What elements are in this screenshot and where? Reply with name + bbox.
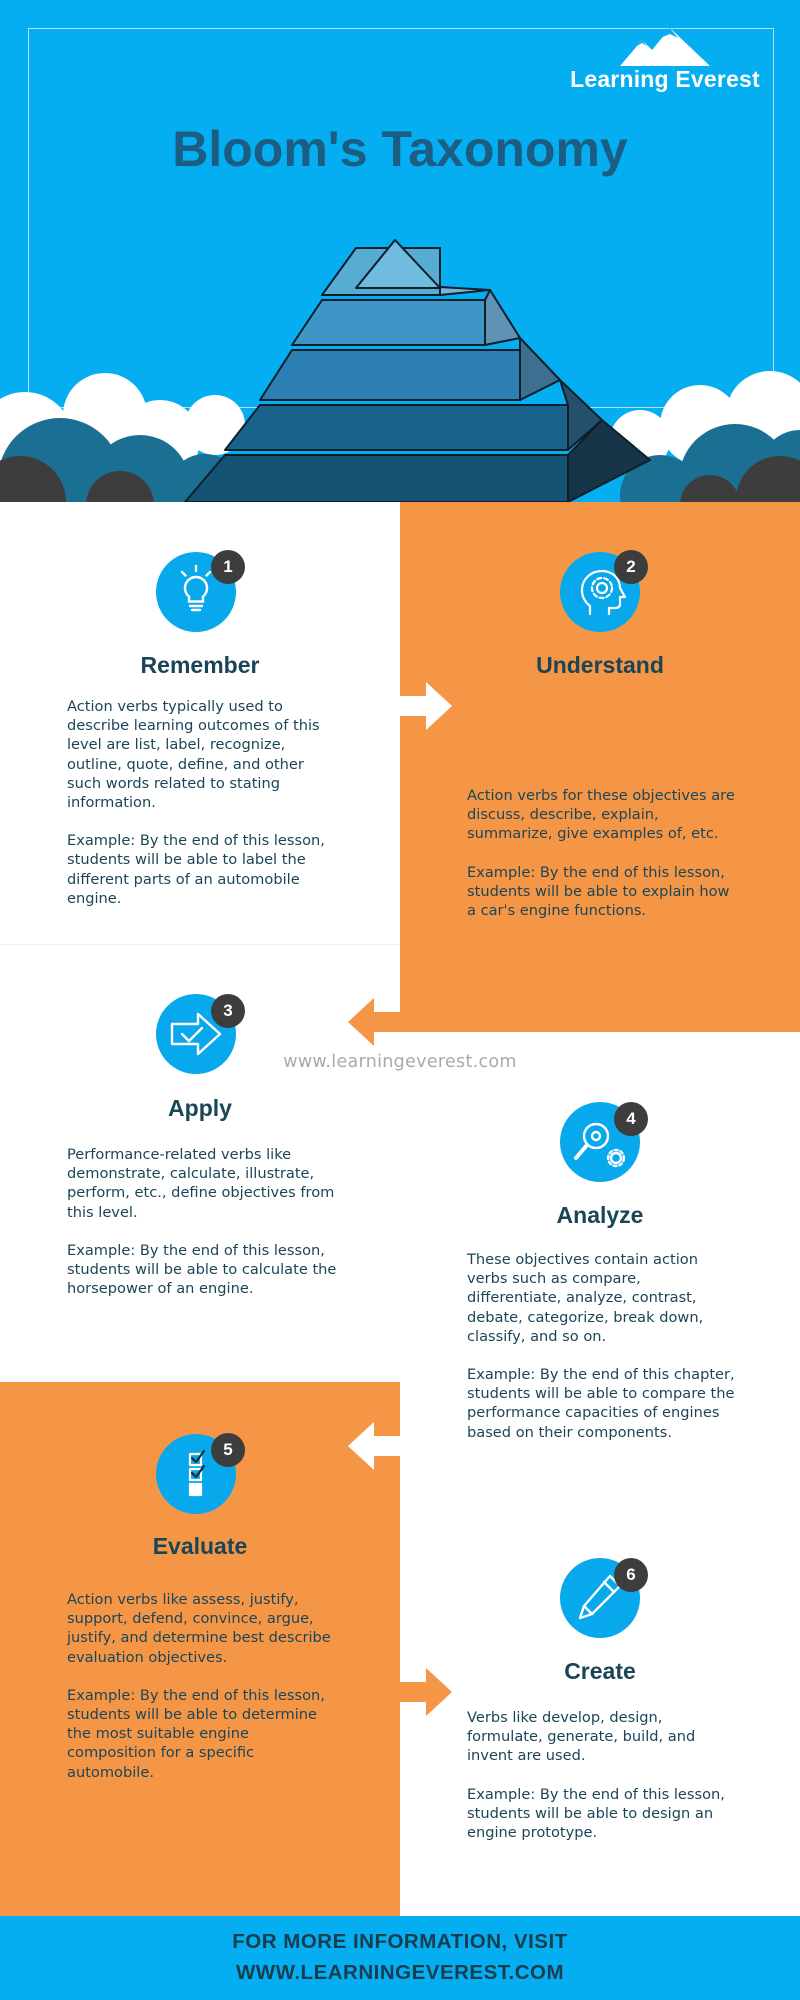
pyramid: [185, 240, 650, 502]
step-title: Analyze: [556, 1202, 644, 1228]
step-example: Example: By the end of this lesson, students will be able to design an engine prototype.: [467, 1785, 725, 1842]
step-title: Evaluate: [152, 1533, 248, 1559]
arrow-left-icon: [348, 998, 400, 1046]
arrow-right-icon: [400, 682, 452, 730]
step-paragraph: These objectives contain action verbs such as compare, differentiate, analyze, contrast, debate, categorize, break down, classify, and so on.: [467, 1251, 704, 1345]
step-example: Example: By the end of this lesson, students will be able to calculate the horsepower of an engine.: [67, 1241, 337, 1298]
step-description: [67, 697, 337, 908]
section-divider: [0, 944, 400, 945]
step-title: Understand: [536, 652, 664, 678]
header-banner: [0, 0, 800, 502]
step-paragraph: Action verbs typically used to describe learning outcomes of this level are list, label, recognize, outline, quote, define, and other such words related to stating information.: [67, 698, 320, 812]
footer-link[interactable]: WWW.LEARNINGEVEREST.COM: [235, 1961, 565, 1984]
step-5-number: 5: [211, 1433, 245, 1467]
brand-name: Learning Everest: [570, 66, 760, 92]
arrow-left-icon: [348, 1422, 400, 1470]
step-paragraph: Verbs like develop, design, formulate, generate, build, and invent are used.: [467, 1709, 696, 1765]
step-title: Remember: [140, 652, 260, 678]
step-title: Apply: [168, 1095, 232, 1121]
pyramid-illustration: [0, 0, 800, 502]
step-paragraph: Action verbs like assess, justify, support, defend, convince, argue, justify, and determine best describe evaluation objectives.: [67, 1591, 331, 1666]
footer-line-1: FOR MORE INFORMATION, VISIT: [232, 1930, 568, 1953]
step-example: Example: By the end of this lesson, students will be able to explain how a car's engine functions.: [467, 863, 730, 920]
step-3-number: 3: [211, 994, 245, 1028]
step-description: [467, 786, 737, 920]
page-title: Bloom's Taxonomy: [172, 121, 628, 177]
step-example: Example: By the end of this lesson, students will be able to label the different parts of an automobile engine.: [67, 832, 325, 907]
watermark-url: www.learningeverest.com: [283, 1052, 517, 1072]
step-4-number: 4: [614, 1102, 648, 1136]
clouds-right: [610, 371, 800, 502]
step-description: [67, 1590, 337, 1782]
step-description: [67, 1145, 337, 1298]
step-description: [467, 1708, 737, 1842]
step-title: Create: [564, 1658, 636, 1684]
step-2-number: 2: [614, 550, 648, 584]
step-paragraph: Action verbs for these objectives are discuss, describe, explain, summarize, give examples of, etc.: [467, 787, 735, 843]
step-1-number: 1: [211, 550, 245, 584]
step-example: Example: By the end of this chapter, students will be able to compare the performance capacities of engines based on their components.: [467, 1366, 735, 1441]
step-description: [467, 1250, 737, 1442]
step-paragraph: Performance-related verbs like demonstrate, calculate, illustrate, perform, etc., define objectives from this level.: [67, 1146, 335, 1221]
footer-banner: [0, 1916, 800, 2000]
step-example: Example: By the end of this lesson, students will be able to determine the most suitable engine composition for a specific automobile.: [67, 1686, 325, 1781]
step-6-number: 6: [614, 1558, 648, 1592]
